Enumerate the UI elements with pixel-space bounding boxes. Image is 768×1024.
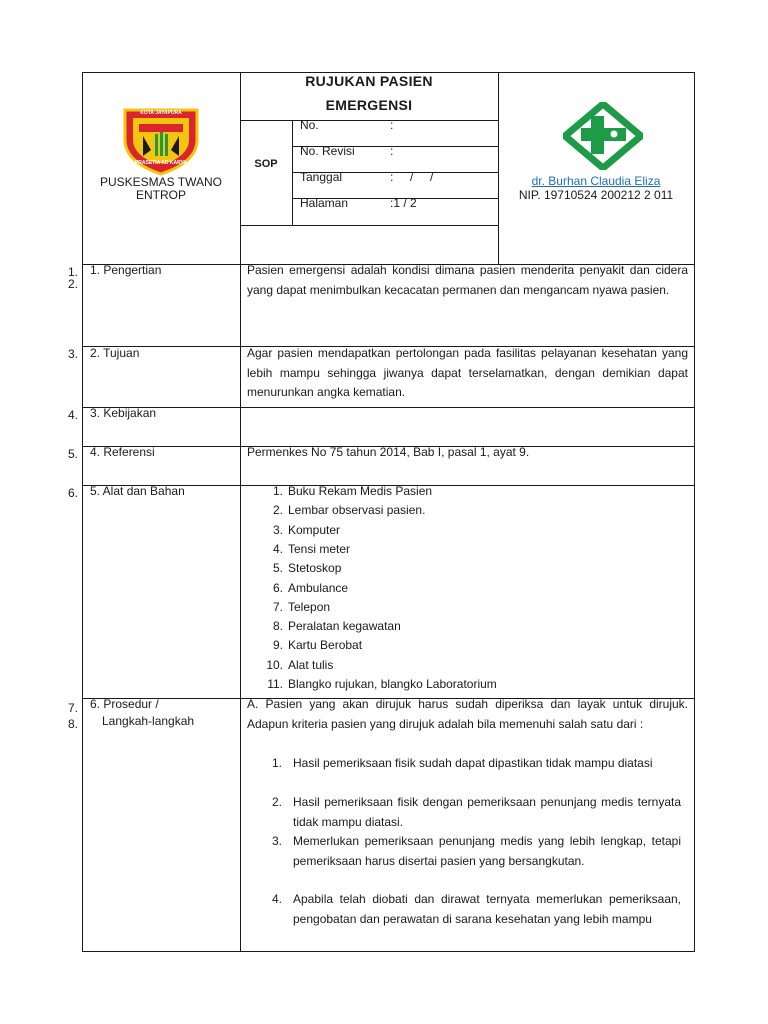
row-number-pengertian: 1. 2. [67,265,78,291]
item-number: 6. [272,580,283,595]
document-title-line1: RUJUKAN PASIEN [305,73,433,89]
sop-label: SOP [254,158,278,170]
list-item [261,540,350,559]
item-text: Peralatan kegawatan [288,619,401,634]
item-number: 2. [272,503,283,518]
row-border-3 [82,407,694,408]
item-number: 4. [271,892,282,906]
item-text: Blangko rujukan, blangko Laboratorium [288,677,497,691]
puskesmas-logo [563,102,643,170]
item-text: Tensi meter [288,541,351,556]
label-referensi: 4. Referensi [90,445,155,459]
item-number: 5. [272,561,283,576]
item-text: Telepon [288,599,331,614]
meta-label-revisi: No. Revisi [300,144,355,158]
list-item [261,617,401,636]
logo-bottom-text: PRASETIA AD KARYA [134,160,188,166]
row-number-tujuan: 3. [67,347,78,361]
meta-value-tanggal: : / / [390,170,434,184]
item-number: 7. [272,599,283,614]
list-item [261,521,340,540]
text-tujuan: Agar pasien mendapatkan pertolongan pada fasilitas pelayanan kesehatan yang lebih mampu sehingga jiwanya dapat terselamatkan, dengan demikian dapat menurunkan angka kematian. [247,346,688,399]
item-number: 4. [272,541,283,556]
list-item [261,675,497,694]
item-number: 11. [267,677,283,691]
item-text: Apabila telah diobati dan dirawat ternyata memerlukan pemeriksaan, pengobatan dan perawatan di sarana kesehatan yang lebih mampu [293,892,681,926]
item-text: Ambulance [288,580,349,595]
header-divider-right [498,72,499,264]
meta-label-tanggal: Tanggal [300,170,343,184]
list-item [260,890,690,948]
row-number-alat: 6. [67,486,78,500]
row-number-referensi: 5. [67,447,78,461]
item-text: Stetoskop [288,561,342,576]
title-bottom-border [240,120,498,121]
table-bottom-border [82,951,694,952]
text-prosedur-intro: A. Pasien yang akan dirujuk harus sudah diperiksa dan layak untuk dirujuk. Adapun kriteria pasien yang dirujuk adalah bila memenuhi salah satu dari : [247,697,688,731]
item-text: Lembar observasi pasien. [288,503,426,518]
document-title-line2: EMERGENSI [325,97,413,113]
body-column-divider [240,264,241,952]
item-text: Komputer [288,522,341,537]
row-number-prosedur: 7. 8. [67,701,78,731]
row-number-kebijakan: 4. [67,408,78,422]
list-item [261,598,330,617]
label-langkah: Langkah-langkah [102,714,195,728]
item-number: 1. [272,484,283,498]
item-text: Alat tulis [288,657,334,672]
label-tujuan: 2. Tujuan [90,346,140,360]
item-number: 3. [271,834,282,848]
list-item [261,636,362,655]
meta-value-revisi: : [390,144,394,158]
list-item [260,832,690,890]
label-prosedur: 6. Prosedur / [90,697,159,711]
list-item [261,559,341,578]
item-text: Memerlukan pemeriksaan penunjang medis yang lebih lengkap, tetapi pemeriksaan harus disertai pasien yang bersangkutan. [293,834,681,868]
org-name: PUSKESMAS TWANO ENTROP [99,175,223,202]
meta-value-halaman: :1 / 2 [390,196,417,210]
table-right-border [694,72,695,952]
text-pengertian: Pasien emergensi adalah kondisi dimana pasien menderita penyakit dan cidera yang dapat menimbulkan kecacatan permanen dan mengancam nyawa pasien. [247,263,688,297]
item-number: 1. [271,756,282,770]
item-text: Buku Rekam Medis Pasien [288,484,433,498]
meta-label-no: No. [300,118,319,132]
item-number: 3. [272,522,283,537]
label-alat-bahan: 5. Alat dan Bahan [90,484,185,498]
table-left-border [82,72,83,952]
item-number: 10. [266,657,283,672]
list-item [261,656,333,675]
meta-label-halaman: Halaman [300,196,349,210]
list-item [260,793,690,833]
label-pengertian: 1. Pengertian [90,263,162,277]
signatory-nip: NIP. 19710524 200212 2 011 [518,188,674,202]
list-item [260,754,690,794]
list-item [261,501,425,520]
meta-value-no: : [390,118,394,132]
item-text: Hasil pemeriksaan fisik sudah dapat dipastikan tidak mampu diatasi [293,756,653,770]
list-item [261,579,348,598]
logo-top-text: KOTA JAYAPURA [140,110,182,116]
item-text: Kartu Berobat [288,638,363,653]
item-text: Hasil pemeriksaan fisik dengan pemeriksaan penunjang medis ternyata tidak mampu diatasi. [293,795,681,829]
meta-bottom-border [240,225,498,226]
item-number: 2. [271,795,282,809]
item-number: 8. [272,619,283,634]
label-kebijakan: 3. Kebijakan [90,406,157,420]
text-referensi: Permenkes No 75 tahun 2014, Bab I, pasal 1, ayat 9. [247,445,530,459]
list-item [261,482,432,501]
signatory-name: dr. Burhan Claudia Eliza [531,174,661,188]
item-number: 9. [272,638,283,653]
